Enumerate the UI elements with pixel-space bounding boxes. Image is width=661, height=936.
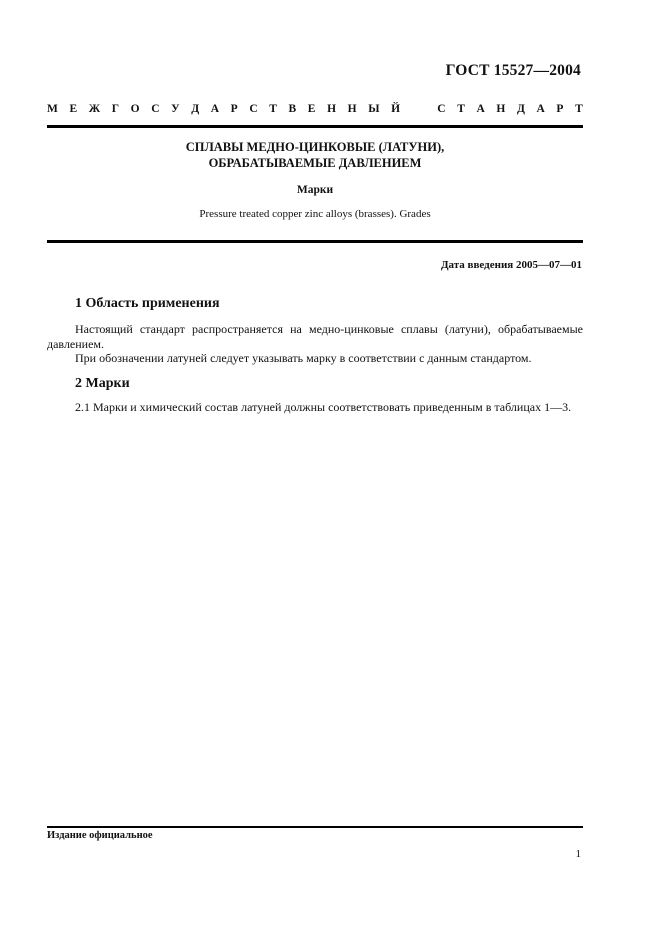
banner-letter: А xyxy=(536,103,545,115)
introduction-date: Дата введения 2005—07—01 xyxy=(440,259,582,271)
banner-letter: У xyxy=(171,103,180,115)
banner-letter: Г xyxy=(111,103,120,115)
banner-letter: А xyxy=(476,103,485,115)
banner-letter: А xyxy=(210,103,220,115)
title-rule xyxy=(47,240,583,243)
official-edition-label: Издание официальное xyxy=(47,830,153,841)
document-code: ГОСТ 15527—2004 xyxy=(445,62,581,79)
banner-letter: Н xyxy=(347,103,357,115)
page-number: 1 xyxy=(575,848,581,860)
banner-word-gap xyxy=(412,103,426,115)
banner-letter: Н xyxy=(327,103,337,115)
document-title xyxy=(47,139,583,171)
banner-letter: О xyxy=(130,103,140,115)
section-heading-scope: 1 Область применения xyxy=(75,296,220,311)
section-body-grades xyxy=(47,400,583,415)
banner-letter: Д xyxy=(191,103,200,115)
banner-letter: Ы xyxy=(368,103,380,115)
banner-letter: Е xyxy=(69,103,78,115)
banner-letter: С xyxy=(437,103,446,115)
section-body-scope xyxy=(47,322,583,366)
banner-letter: Ж xyxy=(88,103,101,115)
interstate-standard-banner xyxy=(47,103,583,115)
english-title: Pressure treated copper zinc alloys (brasses). Grades xyxy=(199,208,431,220)
banner-letter: Р xyxy=(556,103,564,115)
paragraph: Настоящий стандарт распространяется на медно-цинковые сплавы (латуни), обрабатываемые давлением. xyxy=(47,322,583,351)
paragraph: 2.1 Марки и химический состав латуней должны соответствовать приведенным в таблицах 1—3. xyxy=(75,400,572,414)
banner-letter: Т xyxy=(457,103,465,115)
section-heading-grades: 2 Марки xyxy=(75,376,130,391)
banner-letter: Н xyxy=(496,103,506,115)
banner-letter: С xyxy=(249,103,258,115)
title-line-1: СПЛАВЫ МЕДНО-ЦИНКОВЫЕ (ЛАТУНИ), xyxy=(185,140,445,154)
title-line-2: ОБРАБАТЫВАЕМЫЕ ДАВЛЕНИЕМ xyxy=(208,156,422,170)
paragraph: При обозначении латуней следует указывать марку в соответствии с данным стандартом. xyxy=(75,351,532,365)
banner-letter: Т xyxy=(269,103,277,115)
banner-letter: Й xyxy=(391,103,401,115)
banner-letter: В xyxy=(288,103,297,115)
banner-letter: С xyxy=(151,103,160,115)
banner-letter: М xyxy=(47,103,58,115)
banner-letter: Д xyxy=(516,103,525,115)
document-subtitle: Марки xyxy=(296,184,334,196)
footer-rule xyxy=(47,826,583,828)
banner-letter: Р xyxy=(230,103,238,115)
header-rule xyxy=(47,125,583,128)
banner-letter: Т xyxy=(575,103,583,115)
banner-letter: Е xyxy=(307,103,316,115)
